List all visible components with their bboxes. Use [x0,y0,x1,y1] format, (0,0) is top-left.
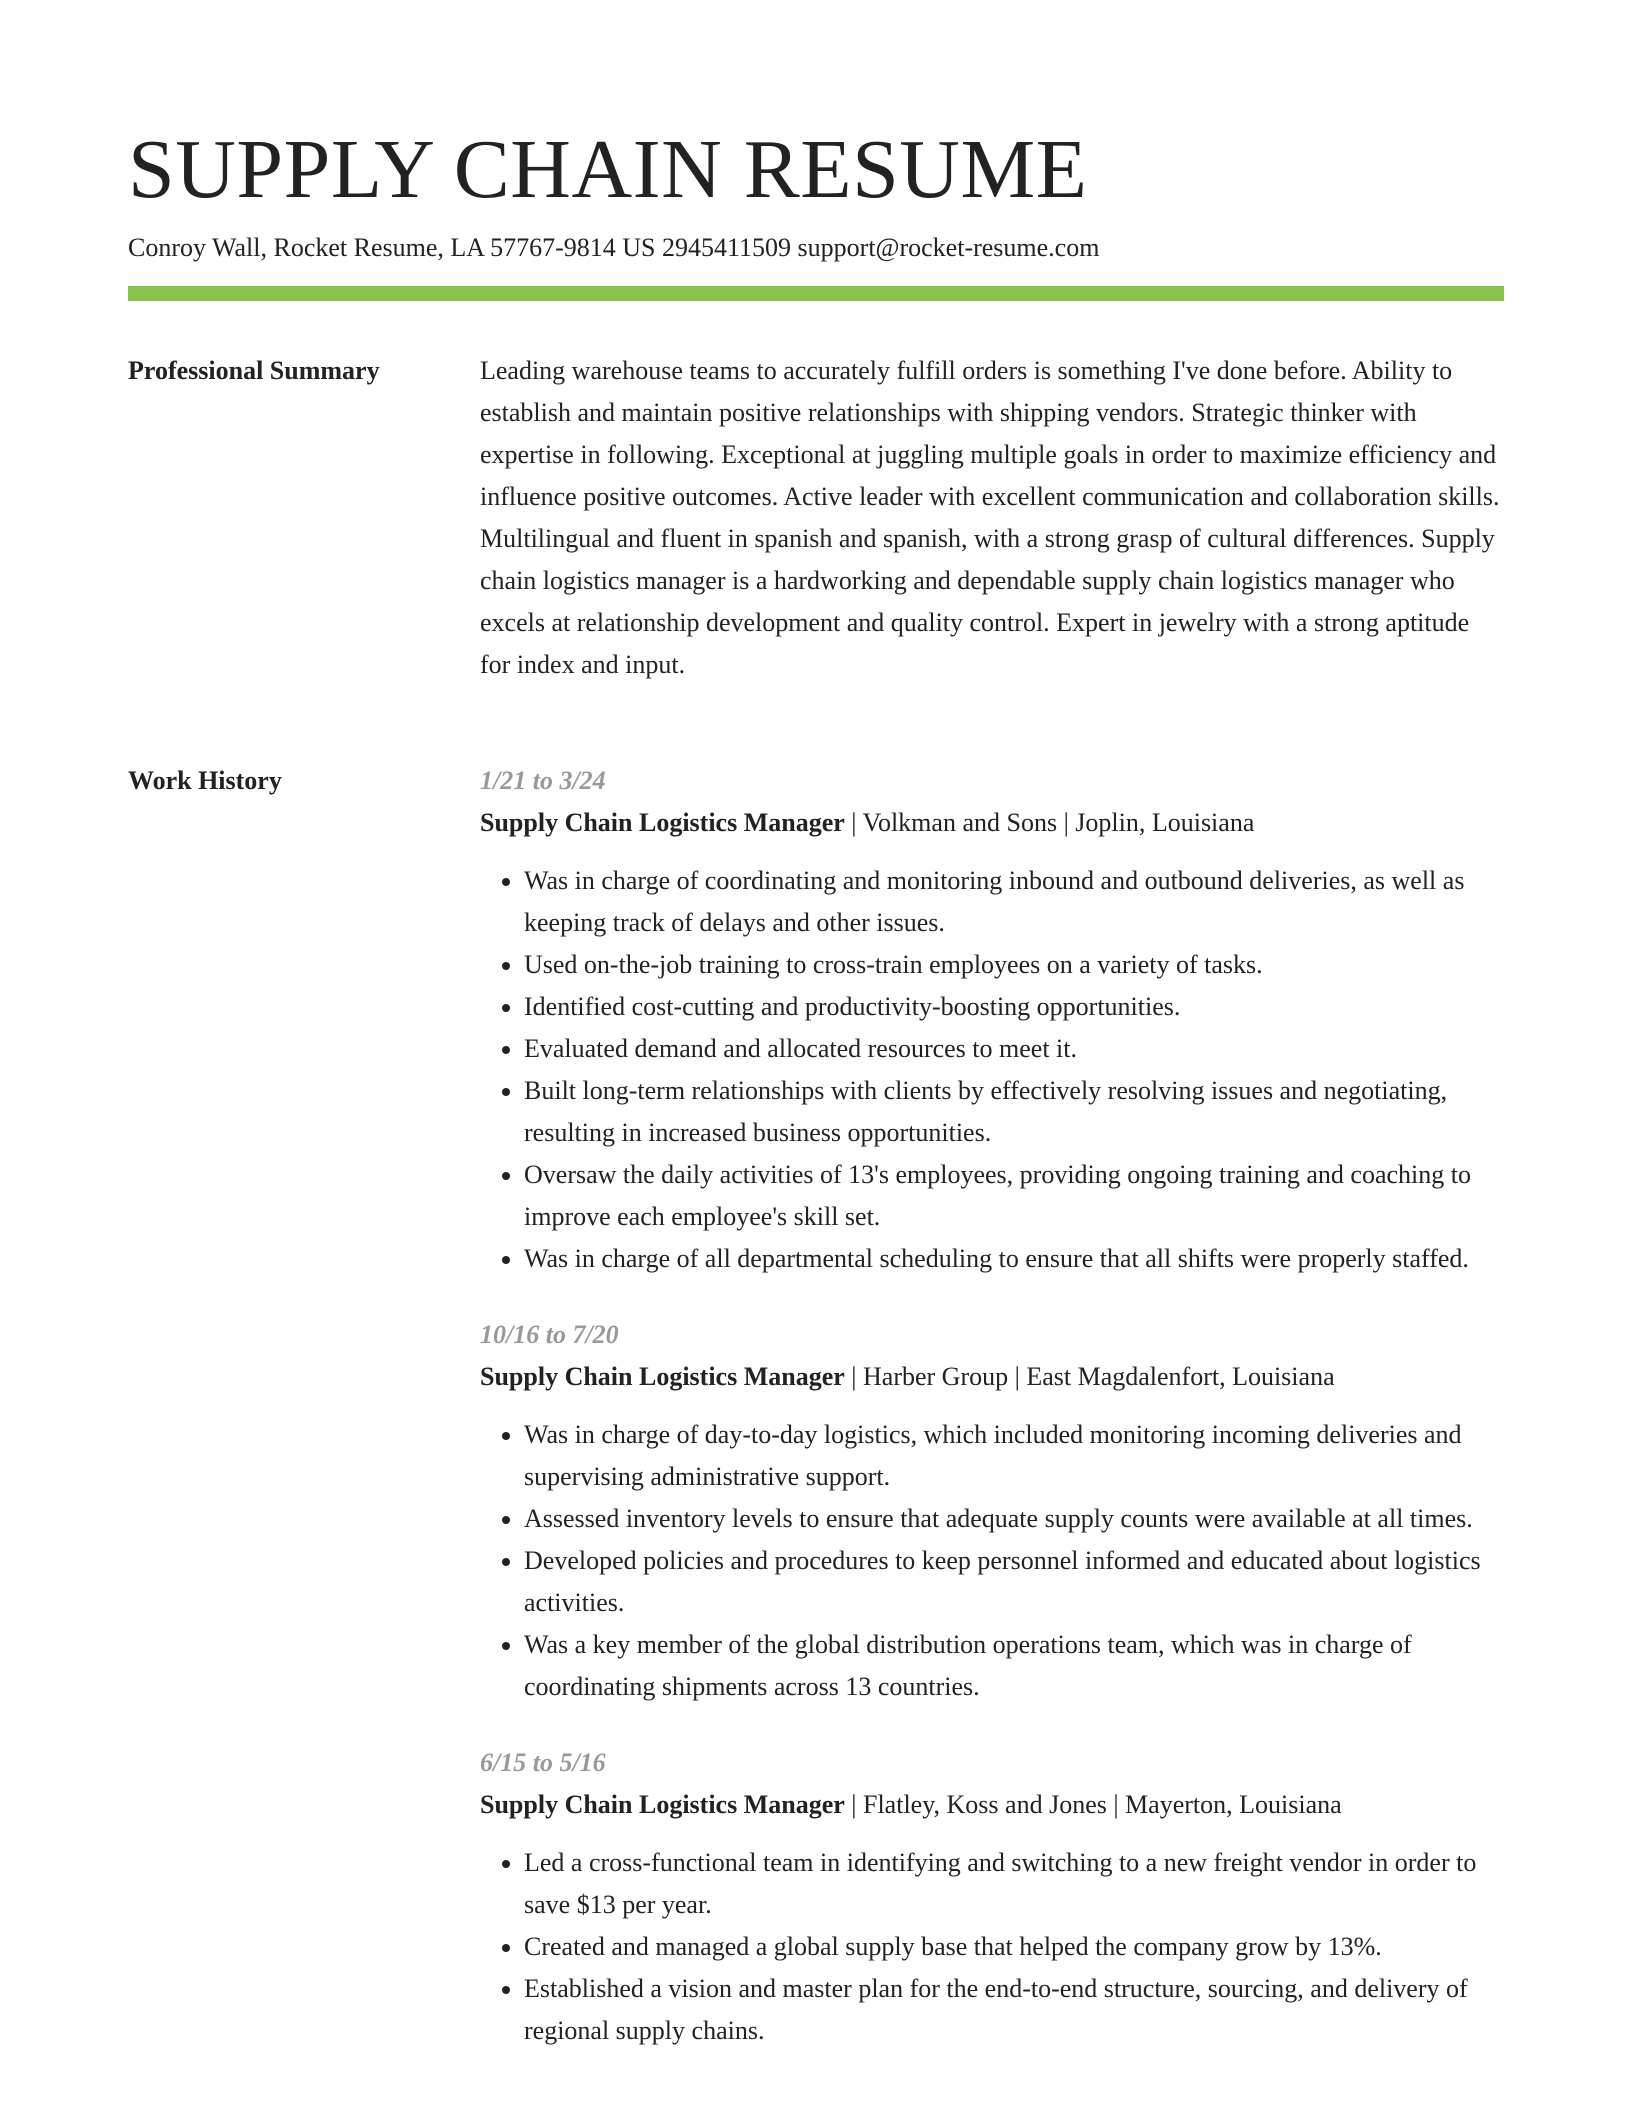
job-entry [480,1314,1504,1708]
job-bullet: • Was in charge of all departmental scheduling to ensure that all shifts were properly staffed. [524,1238,1504,1280]
job-bullet: • Identified cost-cutting and productivity-boosting opportunities. [524,986,1504,1028]
work-history-body [480,760,1504,2086]
contact-info: Conroy Wall, Rocket Resume, LA 57767-9814 US 2945411509 support@rocket-resume.com [128,233,1100,262]
job-bullet: • Built long-term relationships with clients by effectively resolving issues and negotiating, resulting in increased business opportunities. [524,1070,1504,1154]
job-bullet: • Led a cross-functional team in identifying and switching to a new freight vendor in order to save $13 per year. [524,1842,1504,1926]
job-bullets [480,1842,1504,2052]
job-bullet: • Established a vision and master plan for the end-to-end structure, sourcing, and delivery of regional supply chains. [524,1968,1504,2052]
job-dates: 10/16 to 7/20 [480,1320,619,1349]
job-title: Supply Chain Logistics Manager [480,1790,845,1819]
section-label-work-history: Work History [128,766,282,795]
job-bullet: • Evaluated demand and allocated resources to meet it. [524,1028,1504,1070]
job-entry [480,760,1504,1280]
job-heading [480,802,1504,844]
job-bullet: • Created and managed a global supply base that helped the company grow by 13%. [524,1926,1504,1968]
job-bullet: • Developed policies and procedures to keep personnel informed and educated about logistics activities. [524,1540,1504,1624]
job-details: | Volkman and Sons | Joplin, Louisiana [844,808,1255,837]
job-bullet: • Used on-the-job training to cross-train employees on a variety of tasks. [524,944,1504,986]
job-title: Supply Chain Logistics Manager [480,808,845,837]
section-label-summary: Professional Summary [128,356,380,385]
job-bullet: • Was in charge of coordinating and monitoring inbound and outbound deliveries, as well as keeping track of delays and other issues. [524,860,1504,944]
job-bullet: • Assessed inventory levels to ensure that adequate supply counts were available at all times. [524,1498,1504,1540]
job-entry [480,1742,1504,2052]
job-heading [480,1784,1504,1826]
job-heading [480,1356,1504,1398]
job-bullets [480,1414,1504,1708]
summary-text: Leading warehouse teams to accurately fulfill orders is something I've done before. Ability to establish and maintain positive relationships with shipping vendors. Strategic thinker with expertise in following. Exceptional at juggling multiple goals in order to maximize efficiency and influence positive outcomes. Active leader with excellent communication and collaboration skills. Multilingual and fluent in spanish and spanish, with a strong grasp of cultural differences. Supply chain logistics manager is a hardworking and dependable supply chain logistics manager who excels at relationship development and quality control. Expert in jewelry with a strong aptitude for index and input. [480,356,1500,679]
job-dates: 1/21 to 3/24 [480,766,606,795]
summary-body [480,350,1504,686]
job-details: | Flatley, Koss and Jones | Mayerton, Louisiana [844,1790,1342,1819]
job-bullets [480,860,1504,1280]
accent-divider [128,286,1504,301]
job-details: | Harber Group | East Magdalenfort, Louisiana [844,1362,1335,1391]
job-dates: 6/15 to 5/16 [480,1748,606,1777]
resume-title: SUPPLY CHAIN RESUME [128,123,1088,216]
job-bullet: • Was a key member of the global distribution operations team, which was in charge of coordinating shipments across 13 countries. [524,1624,1504,1708]
job-title: Supply Chain Logistics Manager [480,1362,845,1391]
job-bullet: • Was in charge of day-to-day logistics, which included monitoring incoming deliveries and supervising administrative support. [524,1414,1504,1498]
job-bullet: • Oversaw the daily activities of 13's employees, providing ongoing training and coaching to improve each employee's skill set. [524,1154,1504,1238]
